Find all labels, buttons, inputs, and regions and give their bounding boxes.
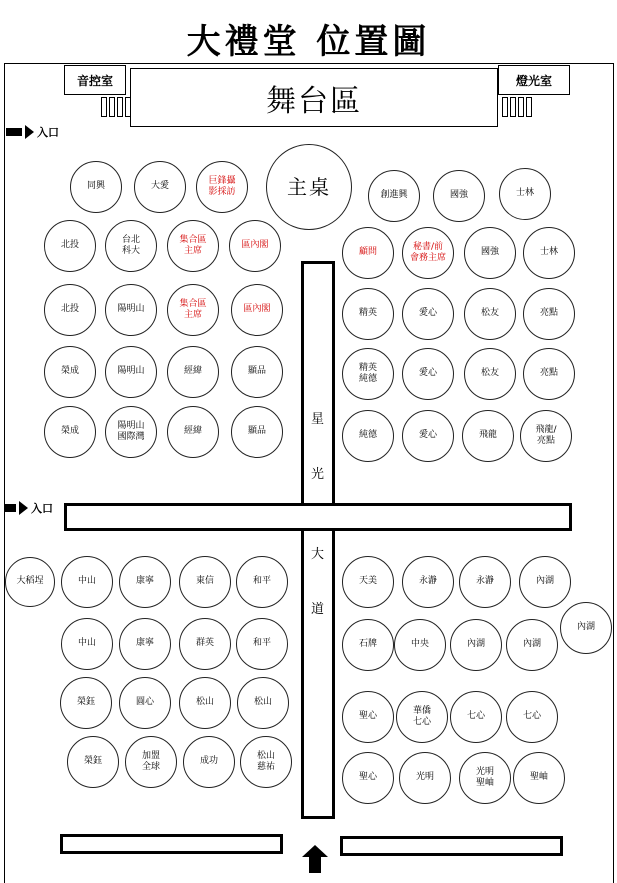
table-label: 華僑 七心 (412, 705, 431, 727)
page-title: 大禮堂 位置圖 (186, 22, 431, 62)
table-jiameng (125, 736, 177, 788)
aisle-char: 道 (311, 602, 325, 617)
table-label: 同興 (86, 181, 105, 192)
table-zhongshan2 (61, 618, 113, 670)
stage-step (518, 97, 524, 117)
table-label: 集合區 主席 (179, 234, 207, 256)
table-label: 和平 (252, 576, 271, 587)
table-label: 亮點 (539, 308, 558, 319)
table-yangming2 (105, 346, 157, 398)
table-label: 愛心 (418, 308, 437, 319)
table-label: 內湖 (466, 639, 485, 650)
table-dadaojiang (5, 557, 55, 607)
table-chenggong (183, 736, 235, 788)
table-label: 經緯 (183, 366, 202, 377)
table-rongyu1 (60, 677, 112, 729)
table-label: 天美 (358, 576, 377, 587)
table-beitou2 (44, 284, 96, 336)
table-qixin1 (450, 691, 502, 743)
table-host1 (167, 220, 219, 272)
table-label: 純德 (358, 430, 377, 441)
table-liangdian1 (523, 288, 575, 340)
table-label: 區內閣 (241, 240, 269, 251)
table-shilin2 (523, 227, 575, 279)
table-label: 國強 (480, 247, 499, 258)
table-label: 東信 (195, 576, 214, 587)
table-guangming (399, 752, 451, 804)
table-label: 飛龍/ 亮點 (535, 424, 557, 446)
table-huaqiao (396, 691, 448, 743)
table-zhongshan1 (61, 556, 113, 608)
table-qixin2 (506, 691, 558, 743)
table-aixin1 (402, 288, 454, 340)
table-label: 康寧 (135, 576, 154, 587)
arrow-right-icon (4, 504, 16, 512)
table-label: 和平 (252, 638, 271, 649)
aisle-char: 星 (311, 412, 325, 427)
table-label: 光明 (415, 772, 434, 783)
table-label: 台北 科大 (121, 234, 140, 256)
table-chuangxin (368, 170, 420, 222)
entrance-middle[interactable] (4, 500, 53, 516)
table-guoqiang2 (464, 227, 516, 279)
table-jingwei1 (167, 346, 219, 398)
table-shengxin1 (342, 691, 394, 743)
table-label: 飛龍 (478, 430, 497, 441)
stage-step (526, 97, 532, 117)
table-label: 創進興 (380, 190, 408, 201)
table-jingwei2 (167, 406, 219, 458)
table-neihu_r2 (231, 284, 283, 336)
table-neihu_far (560, 602, 612, 654)
table-yongchun1 (402, 556, 454, 608)
table-label: 集合區 主席 (179, 298, 207, 320)
table-liangdian2 (523, 348, 575, 400)
table-label: 內湖 (522, 639, 541, 650)
table-label: 光明 聖岫 (475, 766, 494, 788)
table-label: 精英 純德 (358, 362, 377, 384)
table-yangming1 (105, 284, 157, 336)
sound-control-room: 音控室 (64, 65, 126, 95)
table-shengxin2 (342, 752, 394, 804)
arrow-right-icon (25, 125, 34, 139)
bottom-aisle-left (60, 834, 283, 854)
entrance-label: 入口 (37, 126, 59, 139)
table-label: 內湖 (576, 622, 595, 633)
table-chunde (342, 410, 394, 462)
table-label: 顯品 (247, 426, 266, 437)
table-label: 愛心 (418, 430, 437, 441)
stage-step (125, 97, 131, 117)
table-jingying2 (342, 348, 394, 400)
table-label: 永瀞 (418, 576, 437, 587)
table-label: 愛心 (418, 368, 437, 379)
table-guwen (342, 227, 394, 279)
table-label: 成功 (199, 756, 218, 767)
table-label: 七心 (466, 711, 485, 722)
cross-aisle (64, 503, 572, 531)
aisle-char: 大 (311, 547, 325, 562)
entrance-top[interactable] (6, 124, 59, 140)
table-label: 七心 (522, 711, 541, 722)
table-label: 陽明山 國際灣 (117, 420, 145, 442)
table-dafeng (134, 161, 186, 213)
table-label: 區內閣 (243, 304, 271, 315)
table-heping2 (236, 618, 288, 670)
table-label: 康寧 (135, 638, 154, 649)
arrow-right-icon (6, 128, 22, 136)
table-label: 北投 (60, 240, 79, 251)
table-label: 北投 (60, 304, 79, 315)
table-label: 松友 (480, 308, 499, 319)
table-label: 松友 (480, 368, 499, 379)
table-main (266, 144, 352, 230)
table-label: 經緯 (183, 426, 202, 437)
table-shengxiu (513, 752, 565, 804)
table-dongxin (179, 556, 231, 608)
table-label: 陽明山 (117, 304, 145, 315)
stage-step (109, 97, 115, 117)
table-guoqiang1 (433, 170, 485, 222)
table-label: 中山 (77, 576, 96, 587)
table-aixin3 (402, 410, 454, 462)
table-tongxing (70, 161, 122, 213)
table-label: 士林 (515, 188, 534, 199)
table-label: 顧問 (358, 247, 377, 258)
table-label: 內湖 (535, 576, 554, 587)
table-kangning2 (119, 618, 171, 670)
arrow-up-icon (302, 845, 328, 873)
table-yongchun2 (459, 556, 511, 608)
lighting-room: 燈光室 (498, 65, 570, 95)
table-label: 群英 (195, 638, 214, 649)
table-label: 國強 (449, 190, 468, 201)
table-photo (196, 161, 248, 213)
table-kangning1 (119, 556, 171, 608)
table-jingying1 (342, 288, 394, 340)
table-taibei (105, 220, 157, 272)
entrance-label: 入口 (31, 502, 53, 515)
table-yangming3 (105, 406, 157, 458)
table-feilong (462, 410, 514, 462)
table-guangming2 (459, 752, 511, 804)
table-label: 顯品 (247, 366, 266, 377)
table-label: 松山 (195, 697, 214, 708)
stage-step (117, 97, 123, 117)
aisle-char: 光 (311, 467, 325, 482)
table-rongcheng2 (44, 406, 96, 458)
table-label: 亮點 (539, 368, 558, 379)
stage-step (510, 97, 516, 117)
table-songyou2 (464, 348, 516, 400)
table-heping1 (236, 556, 288, 608)
table-shipai (342, 619, 394, 671)
table-neihu2 (450, 619, 502, 671)
table-label: 榮鈺 (76, 697, 95, 708)
table-neihu_r1 (229, 220, 281, 272)
table-rongcheng1 (44, 346, 96, 398)
arrow-right-icon (19, 501, 28, 515)
central-aisle-vertical (301, 261, 335, 819)
table-host2 (167, 284, 219, 336)
table-label: 聖心 (358, 772, 377, 783)
table-label: 中山 (77, 638, 96, 649)
table-label: 永瀞 (475, 576, 494, 587)
table-shilin1 (499, 168, 551, 220)
table-tianmei (342, 556, 394, 608)
table-label: 松山 慈祐 (256, 750, 275, 772)
bottom-aisle-right (340, 836, 563, 856)
table-rongyu2 (67, 736, 119, 788)
table-songshan3 (240, 736, 292, 788)
table-label: 精英 (358, 308, 377, 319)
table-qunying (179, 618, 231, 670)
table-label: 榮成 (60, 426, 79, 437)
table-label: 圓心 (135, 697, 154, 708)
table-neihu3 (506, 619, 558, 671)
table-label: 陽明山 (117, 366, 145, 377)
table-label: 中央 (410, 639, 429, 650)
table-label: 聖心 (358, 711, 377, 722)
table-beitou1 (44, 220, 96, 272)
table-label: 石牌 (358, 639, 377, 650)
stage-step (101, 97, 107, 117)
table-mishu (402, 227, 454, 279)
table-yuanxin (119, 677, 171, 729)
table-label: 松山 (253, 697, 272, 708)
table-songyou1 (464, 288, 516, 340)
table-zhongyang (394, 619, 446, 671)
table-songshan1 (179, 677, 231, 729)
table-neihu1 (519, 556, 571, 608)
table-label: 士林 (539, 247, 558, 258)
table-label: 大稻埕 (16, 576, 44, 587)
table-xianpin1 (231, 346, 283, 398)
table-songshan2 (237, 677, 289, 729)
table-label: 聖岫 (529, 772, 548, 783)
table-label: 榮成 (60, 366, 79, 377)
table-label: 加盟 全球 (141, 750, 160, 772)
table-label: 巨鋒攝 影採訪 (208, 175, 236, 197)
table-xianpin2 (231, 406, 283, 458)
table-label: 秘書/前 會務主席 (409, 241, 446, 263)
stage-area: 舞台區 (130, 68, 498, 127)
table-feilong2 (520, 410, 572, 462)
table-label: 大愛 (150, 181, 169, 192)
table-aixin2 (402, 348, 454, 400)
table-label: 榮鈺 (83, 756, 102, 767)
table-label: 主桌 (287, 174, 331, 199)
stage-step (502, 97, 508, 117)
